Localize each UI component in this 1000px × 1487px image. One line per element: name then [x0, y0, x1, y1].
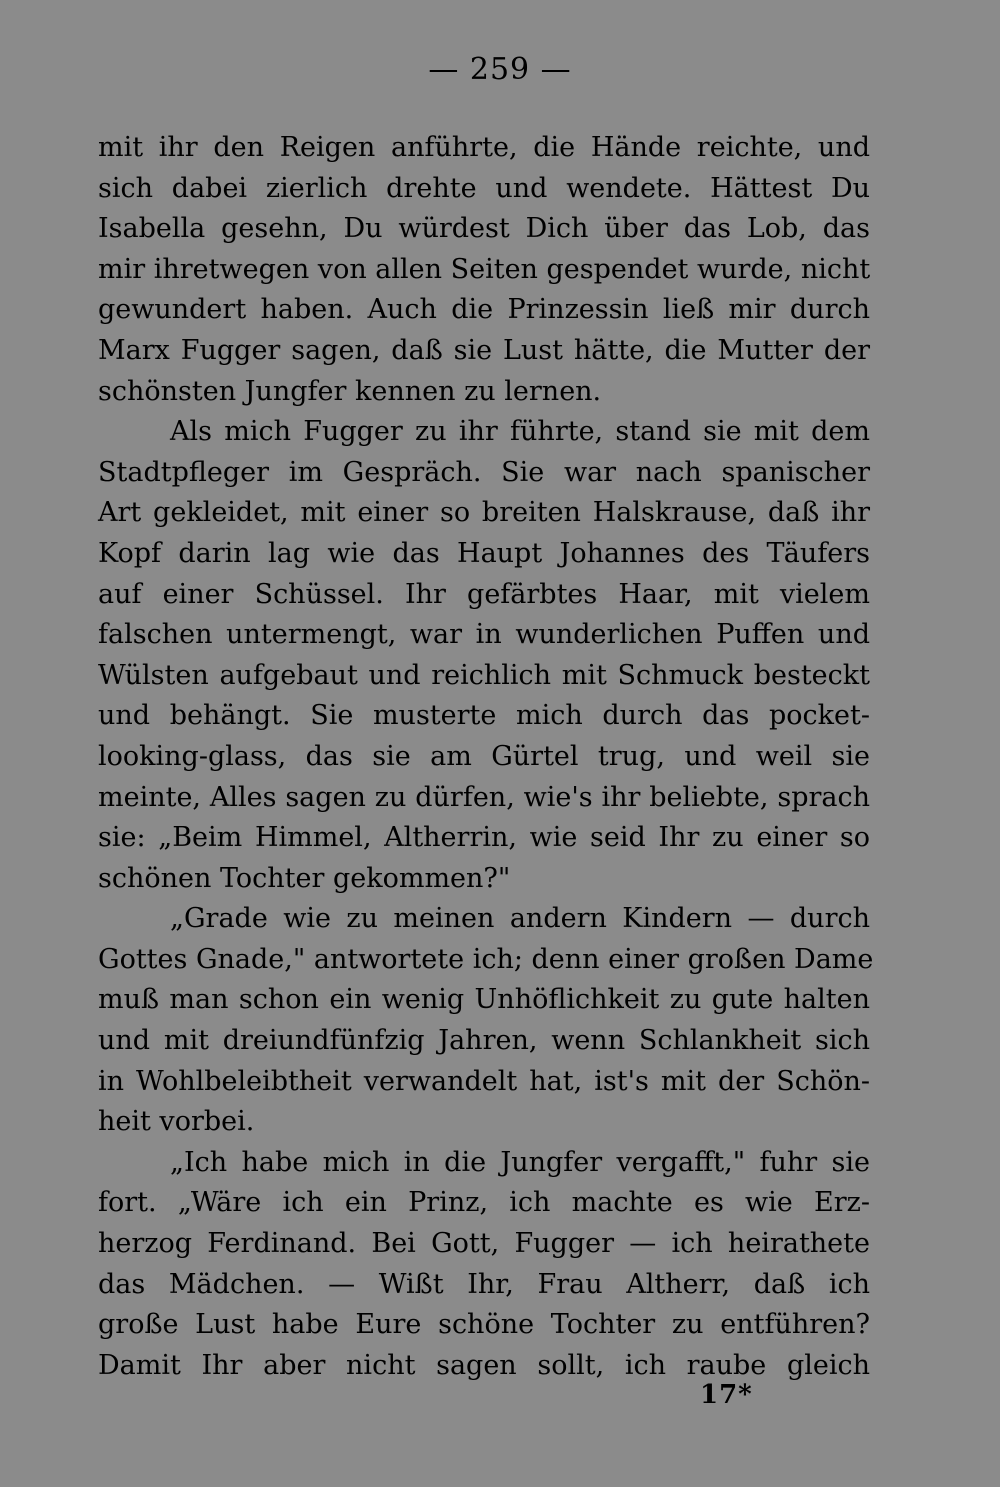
text-line-30: große Lust habe Eure schöne Tochter zu entführen?: [98, 1309, 870, 1341]
text-line-20: „Grade wie zu meinen andern Kindern — durch: [170, 903, 870, 935]
text-line-3: Isabella gesehn, Du würdest Dich über das Lob, das: [98, 213, 870, 245]
body-text: [98, 128, 874, 1386]
text-line-21: Gottes Gnade," antwortete ich; denn einer großen Dame: [98, 943, 874, 975]
text-line-4: mir ihretwegen von allen Seiten gespendet wurde, nicht: [98, 253, 871, 285]
text-line-10: Art gekleidet, mit einer so breiten Halskrause, daß ihr: [98, 497, 870, 529]
text-line-6: Marx Fugger sagen, daß sie Lust hätte, die Mutter der: [98, 334, 870, 366]
text-line-18: sie: „Beim Himmel, Altherrin, wie seid Ihr zu einer so: [98, 822, 870, 854]
text-line-28: herzog Ferdinand. Bei Gott, Fugger — ich heirathete: [98, 1228, 870, 1260]
text-line-26: „Ich habe mich in die Jungfer vergafft," fuhr sie: [170, 1146, 870, 1178]
text-line-9: Stadtpfleger im Gespräch. Sie war nach spanischer: [98, 456, 870, 488]
text-line-1: mit ihr den Reigen anführte, die Hände reichte, und: [98, 132, 870, 163]
signature-mark: 17*: [700, 1380, 753, 1410]
text-line-13: falschen untermengt, war in wunderlichen Puffen und: [98, 619, 870, 651]
page-number-header: — 259 —: [428, 52, 572, 87]
text-line-15: und behängt. Sie musterte mich durch das pocket-: [98, 700, 870, 732]
text-line-27: fort. „Wäre ich ein Prinz, ich machte es wie Erz-: [98, 1187, 870, 1219]
text-line-25: heit vorbei.: [98, 1106, 255, 1138]
text-line-24: in Wohlbeleibtheit verwandelt hat, ist's mit der Schön-: [98, 1065, 870, 1097]
text-line-19: schönen Tochter gekommen?": [98, 862, 511, 894]
text-line-14: Wülsten aufgebaut und reichlich mit Schmuck besteckt: [98, 659, 870, 691]
text-line-23: und mit dreiundfünfzig Jahren, wenn Schlankheit sich: [98, 1025, 870, 1057]
text-line-2: sich dabei zierlich drehte und wendete. Hättest Du: [98, 172, 870, 204]
text-line-8: Als mich Fugger zu ihr führte, stand sie mit dem: [170, 416, 870, 448]
text-line-17: meinte, Alles sagen zu dürfen, wie's ihr beliebte, sprach: [98, 781, 870, 813]
text-line-12: auf einer Schüssel. Ihr gefärbtes Haar, mit vielem: [98, 578, 870, 610]
text-line-22: muß man schon ein wenig Unhöflichkeit zu gute halten: [98, 984, 870, 1016]
text-line-7: schönsten Jungfer kennen zu lernen.: [98, 375, 602, 407]
text-line-11: Kopf darin lag wie das Haupt Johannes des Täufers: [98, 537, 870, 569]
text-line-5: gewundert haben. Auch die Prinzessin ließ mir durch: [98, 294, 870, 326]
text-line-29: das Mädchen. — Wißt Ihr, Frau Altherr, daß ich: [98, 1268, 870, 1300]
text-line-31: Damit Ihr aber nicht sagen sollt, ich raube gleich: [98, 1349, 870, 1381]
text-line-16: looking-glass, das sie am Gürtel trug, und weil sie: [98, 740, 870, 772]
